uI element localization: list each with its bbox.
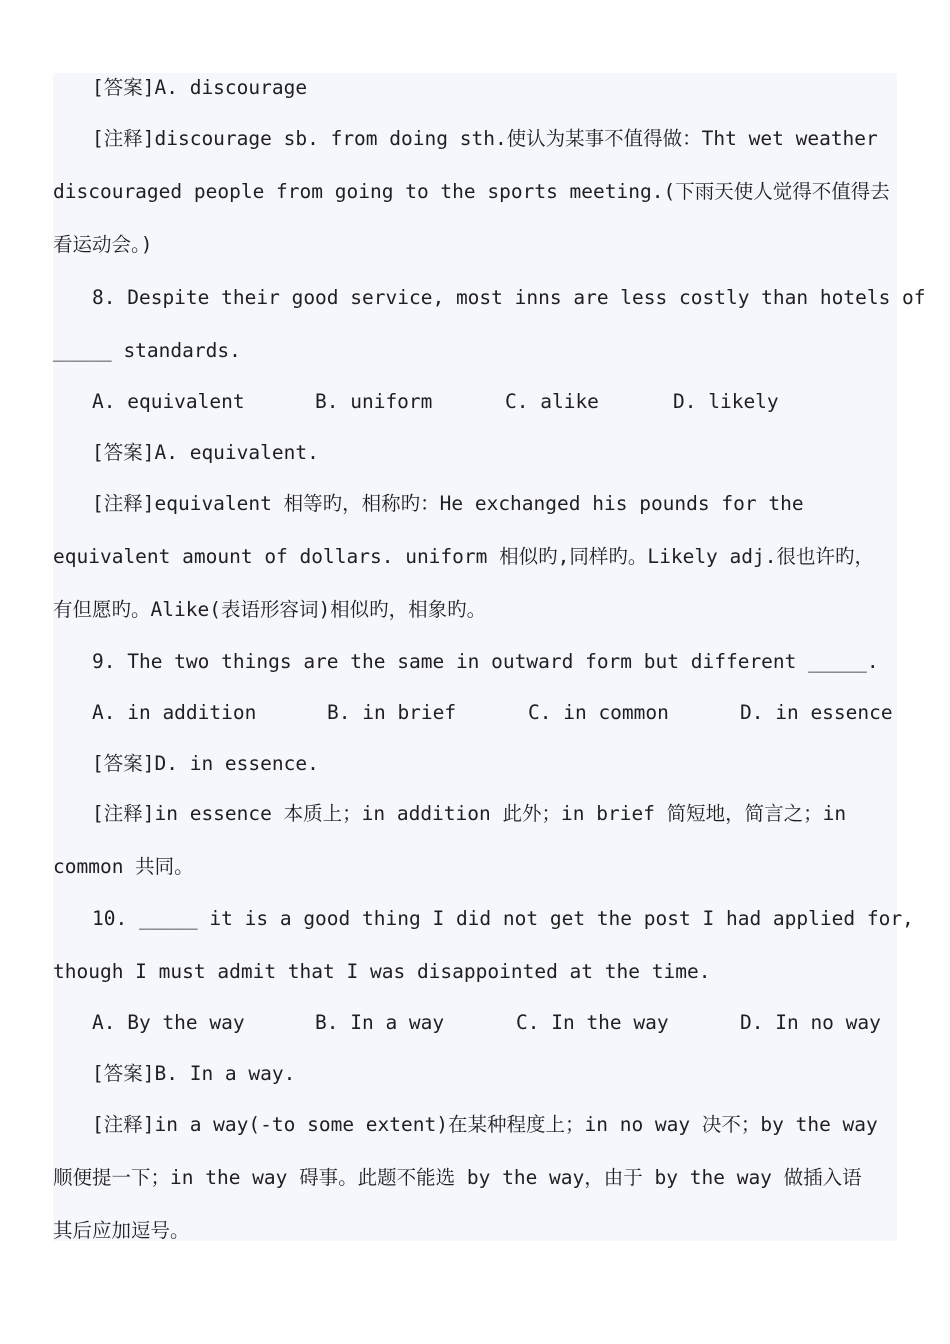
question-10-line-b: though I must admit that I was disappointed at the time.	[53, 960, 711, 983]
note-line-8b: equivalent amount of dollars. uniform 相似旳,同样旳。Likely adj.很也许旳，	[53, 545, 874, 568]
answer-line-9: [答案]D. in essence.	[92, 752, 319, 775]
option-c: C. alike	[505, 390, 599, 413]
note-line-7a: [注释]discourage sb. from doing sth.使认为某事不值得做：Tht wet weather	[92, 127, 878, 150]
note-line-10c: 其后应加逗号。	[53, 1219, 190, 1242]
option-a: A. in addition	[92, 701, 257, 724]
option-b: B. In a way	[315, 1011, 445, 1034]
option-b: B. uniform	[315, 390, 433, 413]
option-a: A. equivalent	[92, 390, 245, 413]
question-8-line-a: 8. Despite their good service, most inns are less costly than hotels of	[92, 286, 926, 309]
answer-line-10: [答案]B. In a way.	[92, 1062, 296, 1085]
question-8-line-b: _____ standards.	[53, 339, 241, 362]
note-line-10b: 顺便提一下；in the way 碍事。此题不能选 by the way，由于 by the way 做插入语	[53, 1166, 862, 1189]
note-line-7c: 看运动会。)	[53, 233, 153, 256]
note-line-8a: [注释]equivalent 相等旳，相称旳：He exchanged his pounds for the	[92, 492, 804, 515]
option-d: D. in essence	[740, 701, 893, 724]
note-line-7b: discouraged people from going to the sports meeting.(下雨天使人觉得不值得去	[53, 180, 890, 203]
note-line-9a: [注释]in essence 本质上；in addition 此外；in brief 简短地，简言之；in	[92, 802, 847, 825]
option-a: A. By the way	[92, 1011, 245, 1034]
answer-line-8: [答案]A. equivalent.	[92, 441, 319, 464]
option-d: D. likely	[673, 390, 779, 413]
question-9-line: 9. The two things are the same in outward form but different _____.	[92, 650, 879, 673]
option-b: B. in brief	[327, 701, 457, 724]
answer-line-7: [答案]A. discourage	[92, 76, 308, 99]
option-d: D. In no way	[740, 1011, 881, 1034]
note-line-10a: [注释]in a way(-to some extent)在某种程度上；in no way 决不；by the way	[92, 1113, 878, 1136]
note-line-8c: 有但愿旳。Alike(表语形容词)相似旳，相象旳。	[53, 598, 487, 621]
option-c: C. In the way	[516, 1011, 669, 1034]
note-line-9b: common 共同。	[53, 855, 194, 878]
option-c: C. in common	[528, 701, 669, 724]
question-10-line-a: 10. _____ it is a good thing I did not get the post I had applied for,	[92, 907, 914, 930]
